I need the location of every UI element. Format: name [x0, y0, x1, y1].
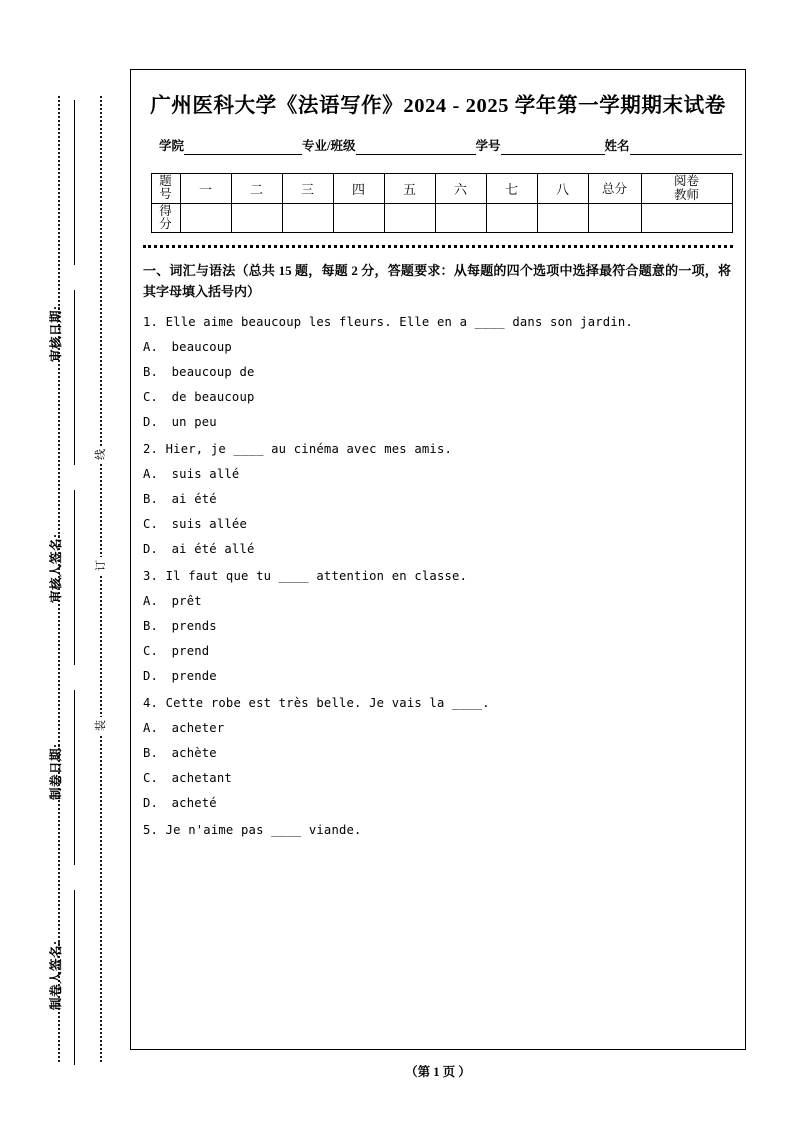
question-3-option-c-text: prend [171, 644, 210, 659]
question-1-number: 1. [143, 315, 159, 330]
question-2-stem [143, 442, 731, 456]
grading-teacher-header-char2: 教师 [673, 188, 699, 203]
row-header-score [151, 203, 180, 233]
question-3-option-d[interactable] [143, 669, 731, 683]
question-3-option-a[interactable] [143, 594, 731, 608]
table-row-scores [151, 203, 732, 233]
field-name[interactable] [605, 136, 742, 155]
question-1-option-b[interactable] [143, 365, 731, 379]
question-3-option-d-letter: D. [143, 669, 159, 684]
question-number-2: 二 [231, 174, 282, 204]
question-2-option-d-letter: D. [143, 542, 159, 557]
page-title: 广州医科大学《法语写作》2024 - 2025 学年第一学期期末试卷 [150, 95, 726, 117]
question-4-option-d[interactable] [143, 796, 731, 810]
grading-teacher-header-char1: 阅卷 [673, 174, 699, 188]
question-2-option-a-text: suis allé [171, 467, 240, 482]
question-5-stem [143, 823, 731, 837]
question-1-option-c[interactable] [143, 390, 731, 404]
question-3-option-b-text: prends [171, 619, 217, 634]
question-3-option-b[interactable] [143, 619, 731, 633]
question-2-option-a[interactable] [143, 467, 731, 481]
field-college[interactable] [159, 136, 302, 155]
question-4-option-b-text: achète [171, 746, 217, 761]
binding-margin [0, 0, 128, 1122]
margin-rule-2 [74, 290, 75, 465]
question-number-4: 四 [333, 174, 384, 204]
question-2-option-b-letter: B. [143, 492, 159, 507]
question-1-option-b-letter: B. [143, 365, 159, 380]
question-4-option-b-letter: B. [143, 746, 159, 761]
section-divider [143, 245, 733, 248]
question-4-option-a[interactable] [143, 721, 731, 735]
question-3-option-c[interactable] [143, 644, 731, 658]
score-cell-7[interactable] [486, 203, 537, 233]
margin-label-paper-author-signature: 制卷人签名: [49, 940, 63, 1010]
field-blank-name[interactable] [630, 141, 742, 155]
table-row-question-numbers [151, 174, 732, 204]
question-2-option-b[interactable] [143, 492, 731, 506]
margin-rule-3 [74, 490, 75, 665]
question-3-option-d-text: prende [171, 669, 217, 684]
field-major-class[interactable] [302, 136, 475, 155]
question-4-option-c[interactable] [143, 771, 731, 785]
margin-rule-4 [74, 690, 75, 865]
fold-mark-line: 线 [92, 446, 108, 463]
row-header-question-number-char1: 题 [159, 174, 172, 189]
question-2-option-d-text: ai été allé [171, 542, 255, 557]
score-cell-6[interactable] [435, 203, 486, 233]
score-table-container [151, 173, 726, 233]
score-cell-2[interactable] [231, 203, 282, 233]
field-label-name: 姓名 [604, 139, 630, 153]
field-blank-major-class[interactable] [356, 141, 476, 155]
field-label-major-class: 专业/班级 [302, 139, 356, 153]
field-label-student-id: 学号 [475, 139, 501, 153]
score-cell-4[interactable] [333, 203, 384, 233]
score-cell-teacher[interactable] [641, 203, 732, 233]
score-cell-1[interactable] [180, 203, 231, 233]
question-1-option-a-text: beaucoup [171, 340, 232, 355]
question-1-text: Elle aime beaucoup les fleurs. Elle en a ____ dans son jardin. [165, 315, 633, 330]
question-1-option-d[interactable] [143, 415, 731, 429]
student-info-row [159, 136, 729, 155]
field-blank-college[interactable] [184, 141, 302, 155]
question-1-option-c-text: de beaucoup [171, 390, 255, 405]
grading-teacher-header [641, 174, 732, 204]
fold-mark-seal: 装 [92, 717, 108, 734]
field-blank-student-id[interactable] [501, 141, 605, 155]
total-score-header: 总分 [588, 174, 641, 204]
question-4-option-c-letter: C. [143, 771, 159, 786]
question-4-text: Cette robe est très belle. Je vais la ____. [165, 696, 490, 711]
question-number-3: 三 [282, 174, 333, 204]
question-5-text: Je n'aime pas ____ viande. [165, 823, 362, 838]
question-2-option-a-letter: A. [143, 467, 159, 482]
question-4-number: 4. [143, 696, 159, 711]
question-5-number: 5. [143, 823, 159, 838]
score-cell-3[interactable] [282, 203, 333, 233]
question-1-stem [143, 315, 731, 329]
row-header-score-char1: 得 [159, 203, 172, 218]
score-cell-total[interactable] [588, 203, 641, 233]
section-heading-vocabulary-grammar: 一、词汇与语法（总共 15 题，每题 2 分，答题要求：从每题的四个选项中选择最符合题意的一项，将其字母填入括号内） [143, 263, 731, 300]
margin-rule-1 [74, 100, 75, 265]
question-2-option-d[interactable] [143, 542, 731, 556]
question-3-option-a-text: prêt [171, 594, 202, 609]
question-number-8: 八 [537, 174, 588, 204]
score-cell-8[interactable] [537, 203, 588, 233]
question-number-5: 五 [384, 174, 435, 204]
page-indicator: （第 1 页 ） [405, 1065, 471, 1079]
question-4-option-c-text: achetant [171, 771, 232, 786]
margin-label-reviewer-signature: 审核人签名: [49, 533, 63, 603]
question-1-option-b-text: beaucoup de [171, 365, 255, 380]
question-4-option-b[interactable] [143, 746, 731, 760]
question-4-stem [143, 696, 731, 710]
question-4-option-d-letter: D. [143, 796, 159, 811]
question-1-option-d-text: un peu [171, 415, 217, 430]
question-2-option-c[interactable] [143, 517, 731, 531]
question-2-option-c-text: suis allée [171, 517, 247, 532]
field-label-college: 学院 [159, 139, 185, 153]
question-3-text: Il faut que tu ____ attention en classe. [165, 569, 468, 584]
question-2-option-b-text: ai été [171, 492, 217, 507]
question-3-option-b-letter: B. [143, 619, 159, 634]
question-number-6: 六 [435, 174, 486, 204]
question-4-option-a-text: acheter [171, 721, 225, 736]
question-1-option-a[interactable] [143, 340, 731, 354]
question-2-text: Hier, je ____ au cinéma avec mes amis. [165, 442, 453, 457]
question-3-option-c-letter: C. [143, 644, 159, 659]
question-4-option-d-text: acheté [171, 796, 217, 811]
binding-dotted-line-inner [100, 96, 102, 1062]
question-1-option-d-letter: D. [143, 415, 159, 430]
row-header-score-char2: 分 [159, 217, 172, 231]
margin-rule-5 [74, 890, 75, 1065]
exam-paper-body [130, 69, 746, 1050]
question-2-number: 2. [143, 442, 159, 457]
field-student-id[interactable] [476, 136, 605, 155]
question-4-option-a-letter: A. [143, 721, 159, 736]
row-header-question-number [151, 174, 180, 204]
question-number-7: 七 [486, 174, 537, 204]
question-1-option-c-letter: C. [143, 390, 159, 405]
question-2-option-c-letter: C. [143, 517, 159, 532]
margin-label-review-date: 审核日期: [49, 305, 63, 362]
question-3-option-a-letter: A. [143, 594, 159, 609]
score-table [151, 173, 733, 233]
row-header-question-number-char2: 号 [159, 187, 172, 202]
question-3-stem [143, 569, 731, 583]
page-footer [130, 1062, 746, 1080]
question-3-number: 3. [143, 569, 159, 584]
score-cell-5[interactable] [384, 203, 435, 233]
fold-mark-bind: 订 [92, 557, 108, 574]
question-number-1: 一 [180, 174, 231, 204]
question-1-option-a-letter: A. [143, 340, 159, 355]
margin-label-paper-date: 制卷日期: [49, 743, 63, 800]
exam-questions-area [143, 260, 731, 837]
